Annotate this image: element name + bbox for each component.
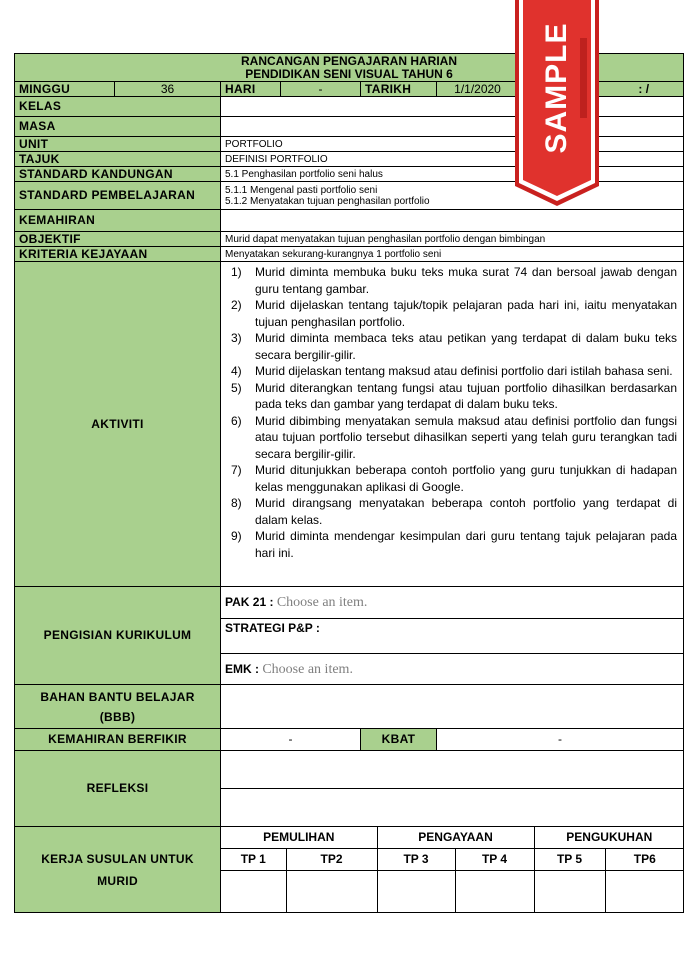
kbat-value: - (437, 729, 684, 751)
tp3-cell (377, 870, 455, 912)
aktiviti-item (225, 297, 677, 330)
kriteria-value: Menyatakan sekurang-kurangnya 1 portfolio seni (221, 247, 684, 262)
kerja-susulan-line-2: MURID (97, 873, 138, 888)
sample-ribbon (511, 0, 603, 208)
header-line-2: PENDIDIKAN SENI VISUAL TAHUN 6 (245, 66, 453, 81)
aktiviti-item-number: 4) (231, 364, 242, 378)
aktiviti-item-number: 5) (231, 380, 242, 395)
date-extra-value: : / (519, 82, 684, 97)
aktiviti-item-number: 8) (231, 496, 242, 510)
tp4-header: TP 4 (455, 848, 534, 870)
aktiviti-item-number: 1) (231, 265, 242, 279)
standard-kandungan-value: 5.1 Penghasilan portfolio seni halus (221, 167, 684, 182)
hari-value: - (281, 82, 361, 97)
kemahiran-berfikir-value: - (221, 729, 361, 751)
aktiviti-content (221, 262, 684, 587)
tp2-cell (286, 870, 377, 912)
minggu-label: MINGGU (15, 82, 115, 97)
emk-dropdown[interactable]: Choose an item. (262, 661, 353, 677)
kemahiran-berfikir-label: KEMAHIRAN BERFIKIR (15, 729, 221, 751)
tp5-header: TP 5 (534, 848, 605, 870)
objektif-label: OBJEKTIF (15, 232, 221, 247)
aktiviti-item (225, 330, 677, 363)
sp-line-1: 5.1.1 Mengenal pasti portfolio seni (225, 184, 378, 196)
aktiviti-item-number: 6) (231, 413, 242, 428)
header-line-1: RANCANGAN PENGAJARAN HARIAN (241, 53, 458, 68)
aktiviti-item (225, 380, 677, 413)
kriteria-label: KRITERIA KEJAYAAN (15, 247, 221, 262)
tajuk-label: TAJUK (15, 152, 221, 167)
tp3-header: TP 3 (377, 848, 455, 870)
unit-value: PORTFOLIO (221, 137, 684, 152)
aktiviti-item-text: Murid dirangsang menyatakan beberapa contoh portfolio yang terdapat di dalam kelas. (255, 496, 678, 527)
group-pemulihan: PEMULIHAN (221, 827, 377, 848)
kbat-label: KBAT (361, 729, 437, 751)
bbb-label-line-2: (BBB) (99, 709, 136, 724)
aktiviti-item (225, 528, 677, 561)
aktiviti-item (225, 495, 677, 528)
aktiviti-item-text: Murid dijelaskan tentang tajuk/topik pelajaran pada hari ini, iaitu menyatakan tujuan penghasilan portfolio. (255, 298, 678, 329)
tp6-cell (605, 870, 684, 912)
aktiviti-item-text: Murid diminta membaca teks atau petikan yang terdapat di dalam buku teks secara bergilir-gilir. (255, 331, 678, 362)
strategi-field: STRATEGI P&P : (221, 619, 684, 654)
bbb-value (221, 685, 684, 729)
aktiviti-item (225, 264, 677, 297)
aktiviti-item-number: 2) (231, 298, 242, 312)
aktiviti-item-number: 3) (231, 331, 242, 345)
sp-line-2: 5.1.2 Menyatakan tujuan penghasilan portfolio (225, 195, 430, 207)
aktiviti-list (225, 264, 677, 561)
pak21-label: PAK 21 : (225, 595, 274, 609)
kelas-value (221, 97, 684, 117)
aktiviti-item (225, 462, 677, 495)
kelas-label: KELAS (15, 97, 221, 117)
aktiviti-item-text: Murid diterangkan tentang fungsi atau tujuan portfolio dihasilkan berdasarkan pada teks dan gambar yang terdapat di dalam buku teks. (255, 380, 678, 411)
refleksi-value-2 (221, 789, 684, 827)
aktiviti-item-text: Murid dijelaskan tentang maksud atau definisi portfolio dari istilah bahasa seni. (255, 364, 673, 378)
tp2-header: TP2 (286, 848, 377, 870)
pak21-field (221, 587, 684, 619)
pengisian-label: PENGISIAN KURIKULUM (15, 587, 221, 685)
aktiviti-item-text: Murid diminta membuka buku teks muka surat 74 dan bersoal jawab dengan guru tentang gambar. (255, 265, 678, 296)
kerja-susulan-grid (221, 827, 684, 913)
emk-label: EMK : (225, 661, 259, 676)
standard-pembelajaran-label: STANDARD PEMBELAJARAN (15, 182, 221, 210)
emk-field (221, 654, 684, 685)
aktiviti-item-text: Murid diminta mendengar kesimpulan dari guru tentang tajuk pelajaran pada hari ini. (255, 529, 678, 560)
tp1-header: TP 1 (221, 848, 286, 870)
tp1-cell (221, 870, 286, 912)
sample-ribbon-text: SAMPLE (540, 22, 573, 154)
unit-label: UNIT (15, 137, 221, 152)
tarikh-value: 1/1/2020 (437, 82, 519, 97)
minggu-value: 36 (115, 82, 221, 97)
aktiviti-item-text: Murid dibimbing menyatakan semula maksud atau definisi portfolio dan fungsi atau tujuan portfolio tersebut dihasilkan seperti yang telah guru terangkan tadi secara bergilir-gilir. (255, 413, 678, 461)
aktiviti-item-text: Murid ditunjukkan beberapa contoh portfolio yang guru tunjukkan di hadapan kelas menggunakan aplikasi di Google. (255, 463, 678, 494)
group-pengayaan: PENGAYAAN (377, 827, 534, 848)
hari-label: HARI (221, 82, 281, 97)
standard-pembelajaran-value (221, 182, 684, 210)
aktiviti-item (225, 363, 677, 380)
tarikh-label: TARIKH (361, 82, 437, 97)
tajuk-value: DEFINISI PORTFOLIO (221, 152, 684, 167)
kerja-susulan-line-1: KERJA SUSULAN UNTUK (41, 851, 194, 866)
kerja-susulan-label (15, 827, 221, 913)
aktiviti-label: AKTIVITI (15, 262, 221, 587)
bbb-label-line-1: BAHAN BANTU BELAJAR (40, 689, 195, 704)
tp-table (221, 827, 684, 912)
pak21-dropdown[interactable]: Choose an item. (276, 595, 368, 610)
tp4-cell (455, 870, 534, 912)
objektif-value: Murid dapat menyatakan tujuan penghasilan portfolio dengan bimbingan (221, 232, 684, 247)
kemahiran-label: KEMAHIRAN (15, 210, 221, 232)
aktiviti-item-number: 7) (231, 463, 242, 477)
kemahiran-value (221, 210, 684, 232)
refleksi-value-1 (221, 751, 684, 789)
tp5-cell (534, 870, 605, 912)
refleksi-label: REFLEKSI (15, 751, 221, 827)
masa-label: MASA (15, 117, 221, 137)
group-pengukuhan: PENGUKUHAN (534, 827, 684, 848)
aktiviti-item-number: 9) (231, 529, 242, 543)
tp6-header: TP6 (605, 848, 684, 870)
standard-kandungan-label: STANDARD KANDUNGAN (15, 167, 221, 182)
aktiviti-item (225, 413, 677, 463)
masa-value (221, 117, 684, 137)
bbb-label (15, 685, 221, 729)
